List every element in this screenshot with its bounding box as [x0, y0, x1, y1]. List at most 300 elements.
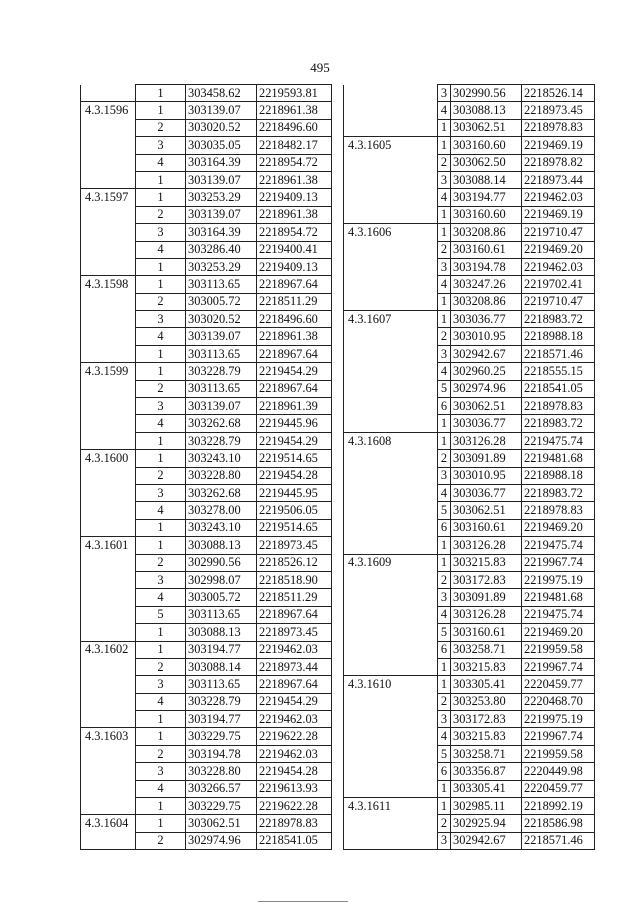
point-number-cell: 1 — [438, 311, 451, 328]
x-coordinate-cell: 303113.65 — [186, 676, 257, 693]
x-coordinate-cell: 303194.78 — [186, 745, 257, 762]
point-number-cell: 1 — [438, 658, 451, 675]
table-row — [344, 832, 595, 849]
parcel-id-cell — [81, 606, 136, 623]
parcel-id-cell — [81, 171, 136, 188]
y-coordinate-cell: 2219967.74 — [522, 728, 595, 745]
x-coordinate-cell: 302942.67 — [451, 345, 522, 362]
x-coordinate-cell: 303305.41 — [451, 676, 522, 693]
x-coordinate-cell: 303062.51 — [451, 119, 522, 136]
y-coordinate-cell: 2219506.05 — [257, 502, 332, 519]
y-coordinate-cell: 2219710.47 — [522, 224, 595, 241]
y-coordinate-cell: 2219967.74 — [522, 658, 595, 675]
table-row — [81, 606, 332, 623]
y-coordinate-cell: 2218992.19 — [522, 798, 595, 815]
point-number-cell: 3 — [438, 258, 451, 275]
y-coordinate-cell: 2219514.65 — [257, 519, 332, 536]
parcel-id-cell — [344, 832, 438, 849]
parcel-id-cell — [344, 502, 438, 519]
parcel-id-cell — [81, 206, 136, 223]
table-row — [81, 571, 332, 588]
y-coordinate-cell: 2219959.58 — [522, 745, 595, 762]
parcel-id-cell — [81, 780, 136, 797]
table-row — [344, 380, 595, 397]
x-coordinate-cell: 303356.87 — [451, 763, 522, 780]
parcel-id-cell — [81, 554, 136, 571]
parcel-id-cell: 4.3.1596 — [81, 102, 136, 119]
point-number-cell: 2 — [438, 241, 451, 258]
parcel-id-cell: 4.3.1611 — [344, 798, 438, 815]
point-number-cell: 4 — [136, 780, 186, 797]
y-coordinate-cell: 2218496.60 — [257, 311, 332, 328]
x-coordinate-cell: 303243.10 — [186, 450, 257, 467]
parcel-id-cell: 4.3.1603 — [81, 728, 136, 745]
table-row — [81, 763, 332, 780]
table-row — [344, 467, 595, 484]
table-row — [81, 137, 332, 154]
y-coordinate-cell: 2218571.46 — [522, 832, 595, 849]
point-number-cell: 2 — [136, 467, 186, 484]
parcel-id-cell: 4.3.1598 — [81, 276, 136, 293]
x-coordinate-cell: 303139.07 — [186, 328, 257, 345]
y-coordinate-cell: 2218978.82 — [522, 154, 595, 171]
point-number-cell: 1 — [136, 258, 186, 275]
point-number-cell: 3 — [438, 85, 451, 102]
x-coordinate-cell: 303062.51 — [186, 815, 257, 832]
x-coordinate-cell: 303228.80 — [186, 467, 257, 484]
table-row — [344, 450, 595, 467]
table-row — [344, 658, 595, 675]
x-coordinate-cell: 303194.77 — [451, 189, 522, 206]
table-row — [344, 571, 595, 588]
parcel-id-cell — [81, 119, 136, 136]
parcel-id-cell — [344, 293, 438, 310]
parcel-id-cell — [81, 484, 136, 501]
parcel-id-cell — [81, 676, 136, 693]
parcel-id-cell: 4.3.1599 — [81, 363, 136, 380]
table-row — [344, 815, 595, 832]
point-number-cell: 4 — [438, 363, 451, 380]
x-coordinate-cell: 303005.72 — [186, 293, 257, 310]
x-coordinate-cell: 303208.86 — [451, 224, 522, 241]
y-coordinate-cell: 2218518.90 — [257, 571, 332, 588]
parcel-id-cell — [81, 589, 136, 606]
point-number-cell: 3 — [136, 763, 186, 780]
point-number-cell: 2 — [438, 154, 451, 171]
table-row — [344, 641, 595, 658]
x-coordinate-cell: 303113.65 — [186, 345, 257, 362]
x-coordinate-cell: 303229.75 — [186, 798, 257, 815]
table-row — [344, 171, 595, 188]
y-coordinate-cell: 2219469.20 — [522, 624, 595, 641]
x-coordinate-cell: 302990.56 — [451, 85, 522, 102]
x-coordinate-cell: 303062.50 — [451, 154, 522, 171]
x-coordinate-cell: 303160.61 — [451, 241, 522, 258]
table-row — [344, 537, 595, 554]
x-coordinate-cell: 302990.56 — [186, 554, 257, 571]
table-row — [344, 432, 595, 449]
y-coordinate-cell: 2218511.29 — [257, 589, 332, 606]
table-row — [81, 711, 332, 728]
table-row — [81, 293, 332, 310]
x-coordinate-cell: 303215.83 — [451, 728, 522, 745]
point-number-cell: 2 — [136, 119, 186, 136]
parcel-id-cell: 4.3.1610 — [344, 676, 438, 693]
y-coordinate-cell: 2219454.29 — [257, 693, 332, 710]
point-number-cell: 1 — [136, 363, 186, 380]
x-coordinate-cell: 303010.95 — [451, 328, 522, 345]
x-coordinate-cell: 303088.13 — [186, 624, 257, 641]
x-coordinate-cell: 303160.61 — [451, 519, 522, 536]
y-coordinate-cell: 2218973.44 — [522, 171, 595, 188]
point-number-cell: 3 — [136, 311, 186, 328]
y-coordinate-cell: 2218961.39 — [257, 398, 332, 415]
y-coordinate-cell: 2218973.45 — [522, 102, 595, 119]
x-coordinate-cell: 303088.13 — [186, 537, 257, 554]
y-coordinate-cell: 2218973.44 — [257, 658, 332, 675]
point-number-cell: 1 — [438, 206, 451, 223]
x-coordinate-cell: 303266.57 — [186, 780, 257, 797]
parcel-id-cell — [81, 380, 136, 397]
x-coordinate-cell: 303091.89 — [451, 589, 522, 606]
parcel-id-cell: 4.3.1600 — [81, 450, 136, 467]
x-coordinate-cell: 303062.51 — [451, 398, 522, 415]
x-coordinate-cell: 302998.07 — [186, 571, 257, 588]
table-row — [81, 798, 332, 815]
x-coordinate-cell: 303247.26 — [451, 276, 522, 293]
point-number-cell: 3 — [438, 345, 451, 362]
parcel-id-cell — [344, 189, 438, 206]
table-row — [81, 537, 332, 554]
table-row — [81, 641, 332, 658]
y-coordinate-cell: 2219481.68 — [522, 450, 595, 467]
table-row — [344, 85, 595, 102]
parcel-id-cell — [344, 484, 438, 501]
y-coordinate-cell: 2220459.77 — [522, 780, 595, 797]
point-number-cell: 1 — [136, 711, 186, 728]
parcel-id-cell — [81, 467, 136, 484]
point-number-cell: 3 — [438, 467, 451, 484]
y-coordinate-cell: 2218954.72 — [257, 224, 332, 241]
parcel-id-cell — [344, 154, 438, 171]
parcel-id-cell — [344, 763, 438, 780]
table-row — [81, 728, 332, 745]
point-number-cell: 1 — [136, 450, 186, 467]
parcel-id-cell — [344, 693, 438, 710]
table-row — [344, 258, 595, 275]
table-row — [81, 693, 332, 710]
parcel-id-cell — [344, 276, 438, 293]
y-coordinate-cell: 2218586.98 — [522, 815, 595, 832]
table-row — [81, 102, 332, 119]
x-coordinate-cell: 303194.77 — [186, 641, 257, 658]
x-coordinate-cell: 303164.39 — [186, 224, 257, 241]
parcel-id-cell — [344, 537, 438, 554]
parcel-id-cell — [81, 693, 136, 710]
y-coordinate-cell: 2218496.60 — [257, 119, 332, 136]
parcel-id-cell — [344, 102, 438, 119]
table-row — [81, 815, 332, 832]
parcel-id-cell — [81, 137, 136, 154]
y-coordinate-cell: 2219514.65 — [257, 450, 332, 467]
table-row — [344, 311, 595, 328]
table-row — [344, 624, 595, 641]
x-coordinate-cell: 303228.79 — [186, 363, 257, 380]
y-coordinate-cell: 2218973.45 — [257, 624, 332, 641]
table-row — [81, 258, 332, 275]
table-row — [81, 119, 332, 136]
y-coordinate-cell: 2218526.14 — [522, 85, 595, 102]
parcel-id-cell — [344, 606, 438, 623]
point-number-cell: 1 — [136, 171, 186, 188]
table-row — [344, 484, 595, 501]
x-coordinate-cell: 303262.68 — [186, 484, 257, 501]
y-coordinate-cell: 2219469.20 — [522, 519, 595, 536]
parcel-id-cell — [344, 624, 438, 641]
parcel-id-cell — [344, 363, 438, 380]
table-row — [81, 624, 332, 641]
parcel-id-cell — [81, 571, 136, 588]
point-number-cell: 3 — [136, 398, 186, 415]
y-coordinate-cell: 2219593.81 — [257, 85, 332, 102]
parcel-id-cell — [81, 154, 136, 171]
parcel-id-cell — [344, 85, 438, 102]
y-coordinate-cell: 2218961.38 — [257, 206, 332, 223]
point-number-cell: 1 — [438, 432, 451, 449]
y-coordinate-cell: 2218541.05 — [257, 832, 332, 849]
table-row — [344, 241, 595, 258]
y-coordinate-cell: 2218967.64 — [257, 676, 332, 693]
x-coordinate-cell: 303036.77 — [451, 484, 522, 501]
table-row — [81, 484, 332, 501]
parcel-id-cell — [344, 380, 438, 397]
y-coordinate-cell: 2220459.77 — [522, 676, 595, 693]
x-coordinate-cell: 303228.79 — [186, 693, 257, 710]
table-row — [344, 502, 595, 519]
point-number-cell: 1 — [136, 345, 186, 362]
x-coordinate-cell: 303020.52 — [186, 311, 257, 328]
y-coordinate-cell: 2218967.64 — [257, 276, 332, 293]
point-number-cell: 4 — [136, 693, 186, 710]
y-coordinate-cell: 2218967.64 — [257, 606, 332, 623]
table-row — [81, 745, 332, 762]
point-number-cell: 3 — [438, 171, 451, 188]
y-coordinate-cell: 2219454.29 — [257, 432, 332, 449]
y-coordinate-cell: 2218482.17 — [257, 137, 332, 154]
parcel-id-cell — [81, 502, 136, 519]
y-coordinate-cell: 2219445.96 — [257, 415, 332, 432]
y-coordinate-cell: 2219622.28 — [257, 728, 332, 745]
x-coordinate-cell: 302974.96 — [186, 832, 257, 849]
point-number-cell: 4 — [136, 502, 186, 519]
point-number-cell: 2 — [438, 571, 451, 588]
y-coordinate-cell: 2218967.64 — [257, 380, 332, 397]
y-coordinate-cell: 2219454.28 — [257, 763, 332, 780]
point-number-cell: 2 — [438, 450, 451, 467]
x-coordinate-cell: 303088.14 — [451, 171, 522, 188]
point-number-cell: 1 — [438, 415, 451, 432]
table-row — [344, 363, 595, 380]
point-number-cell: 1 — [438, 137, 451, 154]
point-number-cell: 1 — [438, 119, 451, 136]
parcel-id-cell — [344, 241, 438, 258]
x-coordinate-cell: 303286.40 — [186, 241, 257, 258]
y-coordinate-cell: 2219475.74 — [522, 432, 595, 449]
y-coordinate-cell: 2218978.83 — [522, 502, 595, 519]
parcel-id-cell: 4.3.1597 — [81, 189, 136, 206]
table-row — [344, 102, 595, 119]
y-coordinate-cell: 2219462.03 — [522, 189, 595, 206]
y-coordinate-cell: 2219454.28 — [257, 467, 332, 484]
table-row — [344, 276, 595, 293]
parcel-id-cell — [81, 293, 136, 310]
table-row — [81, 363, 332, 380]
y-coordinate-cell: 2219710.47 — [522, 293, 595, 310]
parcel-id-cell — [81, 415, 136, 432]
x-coordinate-cell: 303164.39 — [186, 154, 257, 171]
y-coordinate-cell: 2219469.19 — [522, 137, 595, 154]
point-number-cell: 2 — [438, 328, 451, 345]
point-number-cell: 6 — [438, 763, 451, 780]
y-coordinate-cell: 2219481.68 — [522, 589, 595, 606]
point-number-cell: 5 — [438, 502, 451, 519]
parcel-id-cell — [344, 728, 438, 745]
x-coordinate-cell: 303088.14 — [186, 658, 257, 675]
point-number-cell: 4 — [438, 606, 451, 623]
parcel-id-cell — [344, 815, 438, 832]
y-coordinate-cell: 2218555.15 — [522, 363, 595, 380]
parcel-id-cell: 4.3.1604 — [81, 815, 136, 832]
y-coordinate-cell: 2218978.83 — [522, 398, 595, 415]
x-coordinate-cell: 303160.60 — [451, 206, 522, 223]
point-number-cell: 5 — [438, 624, 451, 641]
parcel-id-cell — [344, 398, 438, 415]
parcel-id-cell — [344, 450, 438, 467]
point-number-cell: 6 — [438, 641, 451, 658]
table-row — [344, 780, 595, 797]
point-number-cell: 3 — [136, 571, 186, 588]
y-coordinate-cell: 2220468.70 — [522, 693, 595, 710]
parcel-id-cell — [81, 763, 136, 780]
point-number-cell: 1 — [136, 276, 186, 293]
x-coordinate-cell: 303139.07 — [186, 102, 257, 119]
point-number-cell: 1 — [136, 728, 186, 745]
table-row — [344, 328, 595, 345]
scan-artifact-line — [258, 901, 348, 902]
table-row — [81, 328, 332, 345]
table-row — [344, 224, 595, 241]
x-coordinate-cell: 303091.89 — [451, 450, 522, 467]
x-coordinate-cell: 303229.75 — [186, 728, 257, 745]
y-coordinate-cell: 2218571.46 — [522, 345, 595, 362]
point-number-cell: 3 — [136, 224, 186, 241]
table-row — [81, 415, 332, 432]
x-coordinate-cell: 303194.77 — [186, 711, 257, 728]
x-coordinate-cell: 302925.94 — [451, 815, 522, 832]
x-coordinate-cell: 303139.07 — [186, 206, 257, 223]
table-row — [344, 745, 595, 762]
y-coordinate-cell: 2218961.38 — [257, 328, 332, 345]
coordinates-table-right — [343, 84, 595, 850]
point-number-cell: 1 — [136, 189, 186, 206]
y-coordinate-cell: 2218541.05 — [522, 380, 595, 397]
y-coordinate-cell: 2219975.19 — [522, 571, 595, 588]
point-number-cell: 4 — [136, 328, 186, 345]
parcel-id-cell — [344, 571, 438, 588]
table-row — [344, 589, 595, 606]
x-coordinate-cell: 303036.77 — [451, 415, 522, 432]
point-number-cell: 4 — [136, 589, 186, 606]
parcel-id-cell — [344, 780, 438, 797]
y-coordinate-cell: 2219967.74 — [522, 554, 595, 571]
x-coordinate-cell: 303010.95 — [451, 467, 522, 484]
x-coordinate-cell: 302942.67 — [451, 832, 522, 849]
parcel-id-cell — [344, 641, 438, 658]
y-coordinate-cell: 2219454.29 — [257, 363, 332, 380]
parcel-id-cell — [81, 328, 136, 345]
parcel-id-cell — [344, 206, 438, 223]
table-row — [81, 380, 332, 397]
y-coordinate-cell: 2220449.98 — [522, 763, 595, 780]
table-row — [81, 554, 332, 571]
parcel-id-cell — [344, 519, 438, 536]
x-coordinate-cell: 303194.78 — [451, 258, 522, 275]
y-coordinate-cell: 2219702.41 — [522, 276, 595, 293]
point-number-cell: 2 — [438, 693, 451, 710]
parcel-id-cell — [81, 832, 136, 849]
parcel-id-cell — [81, 519, 136, 536]
x-coordinate-cell: 303160.61 — [451, 624, 522, 641]
point-number-cell: 1 — [136, 798, 186, 815]
table-row — [81, 85, 332, 102]
table-row — [344, 711, 595, 728]
table-row — [81, 241, 332, 258]
parcel-id-cell: 4.3.1601 — [81, 537, 136, 554]
table-row — [81, 467, 332, 484]
x-coordinate-cell: 303139.07 — [186, 398, 257, 415]
table-row — [344, 119, 595, 136]
x-coordinate-cell: 303243.10 — [186, 519, 257, 536]
point-number-cell: 1 — [136, 85, 186, 102]
table-row — [344, 398, 595, 415]
parcel-id-cell — [81, 711, 136, 728]
y-coordinate-cell: 2219975.19 — [522, 711, 595, 728]
table-row — [81, 502, 332, 519]
table-row — [344, 728, 595, 745]
point-number-cell: 1 — [438, 293, 451, 310]
coordinates-table-left — [80, 84, 332, 850]
parcel-id-cell — [81, 658, 136, 675]
point-number-cell: 6 — [438, 519, 451, 536]
table-row — [81, 171, 332, 188]
table-row — [81, 676, 332, 693]
parcel-id-cell — [344, 258, 438, 275]
x-coordinate-cell: 303458.62 — [186, 85, 257, 102]
point-number-cell: 2 — [136, 206, 186, 223]
table-row — [344, 798, 595, 815]
point-number-cell: 4 — [438, 102, 451, 119]
x-coordinate-cell: 303258.71 — [451, 641, 522, 658]
table-row — [344, 554, 595, 571]
point-number-cell: 1 — [438, 780, 451, 797]
parcel-id-cell — [344, 119, 438, 136]
x-coordinate-cell: 302974.96 — [451, 380, 522, 397]
x-coordinate-cell: 303228.79 — [186, 432, 257, 449]
point-number-cell: 1 — [136, 432, 186, 449]
parcel-id-cell — [344, 171, 438, 188]
x-coordinate-cell: 303228.80 — [186, 763, 257, 780]
table-row — [81, 589, 332, 606]
